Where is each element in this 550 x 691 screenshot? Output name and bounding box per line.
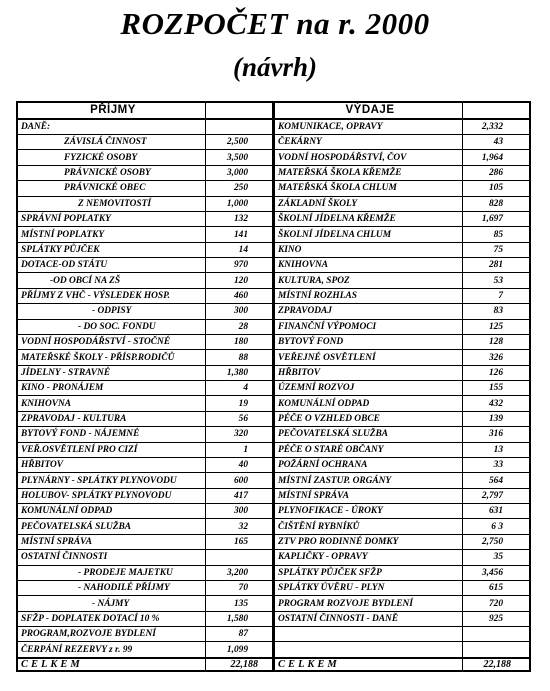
income-item-value: 250: [233, 183, 248, 194]
income-item-label: VEŘ.OSVĚTLENÍ PRO CIZÍ: [18, 443, 206, 457]
expense-item-value: 85: [493, 229, 503, 240]
expense-item-value: 828: [488, 198, 503, 209]
expense-row: [275, 120, 529, 135]
expense-item-label: PÉČE O STARÉ OBČANY: [275, 443, 463, 457]
expense-row: [275, 258, 529, 273]
expense-row: [275, 320, 529, 335]
expense-row: [275, 366, 529, 381]
income-row: [18, 627, 272, 642]
income-item-value: 1,099: [226, 644, 248, 655]
income-total-label: CELKEM: [18, 659, 206, 670]
expense-row: [275, 335, 529, 350]
expense-row: [275, 443, 529, 458]
expense-item-label: KINO: [275, 243, 463, 257]
income-row: [18, 642, 272, 657]
income-table: [16, 101, 274, 672]
income-row: [18, 197, 272, 212]
expense-item-value: 286: [488, 168, 503, 179]
income-row: [18, 535, 272, 550]
expense-item-value: 432: [488, 398, 503, 409]
expense-item-label: ČIŠTĚNÍ RYBNÍKŮ: [275, 519, 463, 533]
income-item-label: MÍSTNÍ POPLATKY: [18, 227, 206, 241]
expense-item-value: 75: [493, 244, 503, 255]
income-row: [18, 566, 272, 581]
expense-row: [275, 458, 529, 473]
expense-item-value: 720: [488, 598, 503, 609]
expense-item-value: 1,697: [481, 214, 503, 225]
page-subtitle: (návrh): [232, 52, 317, 82]
expense-row: [275, 304, 529, 319]
expense-row: [275, 642, 529, 657]
income-item-label: - NÁJMY: [18, 596, 206, 610]
expense-item-value: 7: [498, 291, 503, 302]
income-item-label: SPLÁTKY PŮJČEK: [18, 243, 206, 257]
expense-total-row: [275, 658, 529, 670]
income-item-label: MATEŘSKÉ ŠKOLY - PŘÍSP.RODIČŮ: [18, 350, 206, 364]
expense-item-value: 33: [493, 460, 503, 471]
income-item-label: FYZICKÉ OSOBY: [18, 150, 206, 164]
income-row: [18, 304, 272, 319]
expense-item-label: MATEŘSKÁ ŠKOLA KŘEMŽE: [275, 166, 463, 180]
expense-item-label: ZPRAVODAJ: [275, 304, 463, 318]
expense-row: [275, 566, 529, 581]
expense-item-label: POŽÁRNÍ OCHRANA: [275, 458, 463, 472]
income-item-value: 4: [243, 383, 248, 394]
income-row: [18, 227, 272, 242]
income-item-label: PRÁVNICKÉ OSOBY: [18, 166, 206, 180]
income-row: [18, 166, 272, 181]
expense-item-label: ŠKOLNÍ JÍDELNA CHLUM: [275, 227, 463, 241]
expenses-heading-value-cell: [463, 103, 529, 118]
income-item-value: 28: [238, 321, 248, 332]
income-row: [18, 612, 272, 627]
expense-row: [275, 412, 529, 427]
income-row: [18, 335, 272, 350]
income-item-value: 40: [238, 460, 248, 471]
expense-item-value: 564: [488, 475, 503, 486]
income-item-label: -OD OBCÍ NA ZŠ: [18, 273, 206, 287]
expense-total-label: CELKEM: [275, 659, 463, 670]
expense-row: [275, 243, 529, 258]
expense-item-value: [463, 642, 529, 656]
income-row: [18, 366, 272, 381]
expense-item-value: 105: [488, 183, 503, 194]
expense-row: [275, 504, 529, 519]
income-item-label: - PRODEJE MAJETKU: [18, 566, 206, 580]
income-item-value: 3,500: [226, 152, 248, 163]
expense-item-value: [463, 627, 529, 641]
expense-row: [275, 612, 529, 627]
income-item-value: 970: [233, 260, 248, 271]
income-item-value: 135: [233, 598, 248, 609]
expense-item-value: 925: [488, 613, 503, 624]
income-item-value: 88: [238, 352, 248, 363]
expense-item-value: 1,964: [481, 152, 503, 163]
expense-row: [275, 550, 529, 565]
income-item-label: KINO - PRONÁJEM: [18, 381, 206, 395]
income-row: [18, 396, 272, 411]
expense-row: [275, 227, 529, 242]
expense-row: [275, 289, 529, 304]
expense-item-value: 316: [488, 429, 503, 440]
income-item-label: HOLUBOV- SPLÁTKY PLYNOVODU: [18, 489, 206, 503]
income-row: [18, 504, 272, 519]
income-row: [18, 596, 272, 611]
income-row: [18, 150, 272, 165]
income-item-label: PŘÍJMY Z VHČ - VÝSLEDEK HOSP.: [18, 289, 206, 303]
expense-item-value: 126: [488, 367, 503, 378]
expense-item-label: KAPLIČKY - OPRAVY: [275, 550, 463, 564]
income-row: [18, 273, 272, 288]
expense-item-value: 35: [493, 552, 503, 563]
income-row: [18, 258, 272, 273]
income-item-value: 70: [238, 583, 248, 594]
income-item-value: 1,580: [226, 613, 248, 624]
expense-row: [275, 396, 529, 411]
expense-item-label: KNIHOVNA: [275, 258, 463, 272]
expense-row: [275, 181, 529, 196]
expense-item-label: SPLÁTKY PŮJČEK SFŽP: [275, 566, 463, 580]
income-item-label: PROGRAM,ROZVOJE BYDLENÍ: [18, 627, 206, 641]
income-item-value: 2,500: [226, 137, 248, 148]
expense-item-value: 2,797: [481, 490, 503, 501]
income-total-row: [18, 658, 272, 670]
expense-item-value: 128: [488, 337, 503, 348]
expense-row: [275, 489, 529, 504]
expense-item-label: MÍSTNÍ ROZHLAS: [275, 289, 463, 303]
expenses-heading: VÝDAJE: [275, 103, 463, 118]
income-item-value: 300: [233, 306, 248, 317]
income-item-value: 32: [238, 521, 248, 532]
income-item-value: 460: [233, 291, 248, 302]
income-item-value: 3,200: [226, 567, 248, 578]
expense-row: [275, 135, 529, 150]
income-item-value: 141: [233, 229, 248, 240]
expense-item-label: PEČOVATELSKÁ SLUŽBA: [275, 427, 463, 441]
income-row: [18, 289, 272, 304]
expense-item-label: KOMUNÁLNÍ ODPAD: [275, 396, 463, 410]
expense-row: [275, 166, 529, 181]
income-row: [18, 427, 272, 442]
expense-row: [275, 197, 529, 212]
income-item-label: BYTOVÝ FOND - NÁJEMNÉ: [18, 427, 206, 441]
expense-item-label: HŘBITOV: [275, 366, 463, 380]
income-item-label: Z NEMOVITOSTÍ: [18, 197, 206, 211]
expense-item-value: 2,750: [481, 537, 503, 548]
income-item-label: ČERPÁNÍ REZERVY z r. 99: [18, 642, 206, 656]
expense-item-label: ŠKOLNÍ JÍDELNA KŘEMŽE: [275, 212, 463, 226]
income-row: [18, 443, 272, 458]
income-row: [18, 181, 272, 196]
expense-item-label: VODNÍ HOSPODÁŘSTVÍ, ČOV: [275, 150, 463, 164]
expense-row: [275, 381, 529, 396]
income-item-value: [206, 120, 272, 134]
income-item-value: 1: [243, 444, 248, 455]
income-item-label: JÍDELNY - STRAVNÉ: [18, 366, 206, 380]
income-item-label: HŘBITOV: [18, 458, 206, 472]
income-row: [18, 550, 272, 565]
income-row: [18, 412, 272, 427]
income-item-label: OSTATNÍ ČINNOSTI: [18, 550, 206, 564]
expense-item-value: 2,332: [481, 121, 503, 132]
expense-item-label: MÍSTNÍ ZASTUP. ORGÁNY: [275, 473, 463, 487]
income-row: [18, 581, 272, 596]
income-item-label: - ODPISY: [18, 304, 206, 318]
expense-item-value: 6 3: [491, 521, 503, 532]
income-item-value: 300: [233, 506, 248, 517]
income-item-label: KNIHOVNA: [18, 396, 206, 410]
income-item-value: 132: [233, 214, 248, 225]
expense-row: [275, 627, 529, 642]
expense-item-label: BYTOVÝ FOND: [275, 335, 463, 349]
income-item-label: SPRÁVNÍ POPLATKY: [18, 212, 206, 226]
expense-row: [275, 535, 529, 550]
expense-row: [275, 350, 529, 365]
expense-row: [275, 150, 529, 165]
income-row: [18, 320, 272, 335]
expense-item-value: 3,456: [481, 567, 503, 578]
expense-item-label: ČEKÁRNY: [275, 135, 463, 149]
expense-item-label: VEŘEJNÉ OSVĚTLENÍ: [275, 350, 463, 364]
expense-item-value: 13: [493, 444, 503, 455]
income-row: [18, 212, 272, 227]
expense-item-label: KULTURA, SPOZ: [275, 273, 463, 287]
expense-item-label: SPLÁTKY ÚVĚRU - PLYN: [275, 581, 463, 595]
income-item-value: 417: [233, 490, 248, 501]
income-item-label: PEČOVATELSKÁ SLUŽBA: [18, 519, 206, 533]
expense-total-value: 22,188: [483, 658, 511, 670]
expense-item-value: 631: [488, 506, 503, 517]
expenses-header-row: [275, 103, 529, 120]
income-header-row: [18, 103, 272, 120]
income-item-label: ZÁVISLÁ ČINNOST: [18, 135, 206, 149]
expense-item-value: 326: [488, 352, 503, 363]
income-item-label: - NAHODILÉ PŘÍJMY: [18, 581, 206, 595]
income-item-value: 3,000: [226, 168, 248, 179]
income-row: [18, 519, 272, 534]
income-heading-value-cell: [206, 103, 272, 118]
income-item-label: ZPRAVODAJ - KULTURA: [18, 412, 206, 426]
income-item-value: 14: [238, 244, 248, 255]
expense-row: [275, 427, 529, 442]
income-item-value: [206, 550, 272, 564]
income-item-label: MÍSTNÍ SPRÁVA: [18, 535, 206, 549]
income-row: [18, 120, 272, 135]
expense-item-label: [275, 627, 463, 641]
income-total-value: 22,188: [230, 658, 258, 670]
expense-row: [275, 212, 529, 227]
expense-item-label: KOMUNIKACE, OPRAVY: [275, 120, 463, 134]
expense-item-value: 43: [493, 137, 503, 148]
expense-item-label: [275, 642, 463, 656]
income-heading: PŘÍJMY: [18, 103, 206, 118]
expense-item-value: 125: [488, 321, 503, 332]
income-row: [18, 135, 272, 150]
income-item-value: 1,000: [226, 198, 248, 209]
expense-item-value: 155: [488, 383, 503, 394]
income-item-value: 1,380: [226, 367, 248, 378]
expense-item-label: ÚZEMNÍ ROZVOJ: [275, 381, 463, 395]
expense-row: [275, 519, 529, 534]
income-item-value: 120: [233, 275, 248, 286]
expense-item-label: PROGRAM ROZVOJE BYDLENÍ: [275, 596, 463, 610]
income-row: [18, 458, 272, 473]
income-row: [18, 473, 272, 488]
income-item-value: 165: [233, 537, 248, 548]
expense-item-label: ZÁKLADNÍ ŠKOLY: [275, 197, 463, 211]
expense-item-value: 615: [488, 583, 503, 594]
expense-row: [275, 473, 529, 488]
income-row: [18, 350, 272, 365]
expense-item-label: OSTATNÍ ČINNOSTI - DANĚ: [275, 612, 463, 626]
income-item-label: DOTACE-OD STÁTU: [18, 258, 206, 272]
expenses-table: [274, 101, 531, 672]
expense-item-label: FINANČNÍ VÝPOMOCI: [275, 320, 463, 334]
income-item-value: 19: [238, 398, 248, 409]
expense-row: [275, 596, 529, 611]
expense-item-value: 139: [488, 414, 503, 425]
income-item-value: 600: [233, 475, 248, 486]
expense-item-value: 83: [493, 306, 503, 317]
income-item-label: PRÁVNICKÉ OBEC: [18, 181, 206, 195]
expense-item-value: 281: [488, 260, 503, 271]
expense-item-label: ZTV PRO RODINNÉ DOMKY: [275, 535, 463, 549]
expense-row: [275, 581, 529, 596]
expense-item-label: MÍSTNÍ SPRÁVA: [275, 489, 463, 503]
income-item-label: VODNÍ HOSPODÁŘSTVÍ - STOČNÉ: [18, 335, 206, 349]
income-row: [18, 489, 272, 504]
income-item-value: 180: [233, 337, 248, 348]
income-item-label: KOMUNÁLNÍ ODPAD: [18, 504, 206, 518]
income-row: [18, 243, 272, 258]
income-row: [18, 381, 272, 396]
expense-row: [275, 273, 529, 288]
expense-item-value: 53: [493, 275, 503, 286]
income-item-label: - DO SOC. FONDU: [18, 320, 206, 334]
income-item-label: PLYNÁRNY - SPLÁTKY PLYNOVODU: [18, 473, 206, 487]
income-item-value: 320: [233, 429, 248, 440]
income-item-value: 56: [238, 414, 248, 425]
income-item-value: 87: [238, 629, 248, 640]
expense-item-label: PÉČE O VZHLED OBCE: [275, 412, 463, 426]
page-title: ROZPOČET na r. 2000: [120, 6, 430, 41]
income-item-label: DANĚ:: [18, 120, 206, 134]
income-item-label: SFŽP - DOPLATEK DOTACÍ 10 %: [18, 612, 206, 626]
expense-item-label: PLYNOFIKACE - ÚROKY: [275, 504, 463, 518]
expense-item-label: MATEŘSKÁ ŠKOLA CHLUM: [275, 181, 463, 195]
